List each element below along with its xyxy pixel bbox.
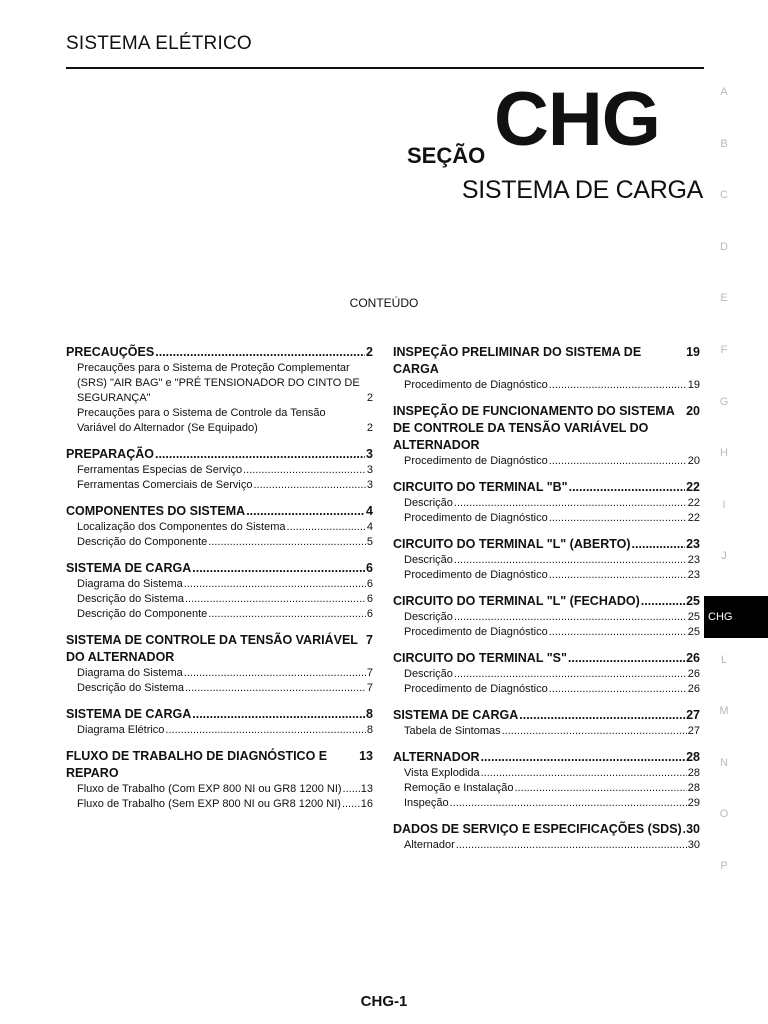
toc-entry-page: 19 (687, 379, 700, 391)
dot-leader (683, 821, 685, 838)
toc-section-page: 22 (686, 480, 700, 494)
dot-leader (549, 625, 687, 640)
toc-entry[interactable] (66, 577, 373, 592)
toc-entry[interactable] (66, 535, 373, 550)
dot-leader (184, 666, 366, 681)
toc-entry-title: Descrição (404, 611, 453, 623)
toc-entry-page: 8 (366, 724, 373, 736)
section-tab[interactable]: D (720, 240, 728, 253)
toc-section (393, 707, 700, 739)
dot-leader (155, 344, 365, 361)
section-tab[interactable]: E (720, 292, 728, 305)
dot-leader (287, 520, 366, 535)
toc-entry[interactable] (393, 378, 700, 393)
toc-section-page: 20 (686, 404, 700, 418)
toc-section (393, 536, 700, 583)
toc-section-heading[interactable] (393, 821, 700, 838)
dot-leader (454, 496, 687, 511)
page-number: CHG-1 (360, 993, 408, 1010)
contents-heading: CONTEÚDO (349, 296, 419, 310)
dot-leader (568, 650, 685, 667)
section-tab[interactable]: M (719, 705, 729, 718)
toc-section-heading[interactable] (66, 748, 373, 782)
toc-entry-title: Ferramentas Comerciais de Serviço (77, 479, 253, 491)
toc-section-title: SISTEMA DE CONTROLE DA TENSÃO VARIÁVEL DO ALTERNADOR (66, 633, 358, 664)
dot-leader (342, 797, 360, 812)
dot-leader (549, 454, 687, 469)
toc-entry-title: Localização dos Componentes do Sistema (77, 521, 286, 533)
dot-leader (569, 479, 686, 496)
toc-entry-page: 6 (366, 593, 373, 605)
toc-entry-title: Vista Explodida (404, 767, 480, 779)
dot-leader (549, 568, 687, 583)
dot-leader (343, 782, 360, 797)
toc-entry-page: 25 (687, 611, 700, 623)
dot-leader (549, 511, 687, 526)
section-tab[interactable]: A (720, 86, 728, 98)
toc-section (393, 650, 700, 697)
toc-entry-page: 3 (366, 464, 373, 476)
toc-entry[interactable] (393, 553, 700, 568)
toc-entry-page: 6 (366, 578, 373, 590)
section-tab[interactable]: C (720, 189, 728, 202)
dot-leader (155, 446, 365, 463)
toc-entry-title: Precauções para o Sistema de Controle da Tensão Variável do Alternador (Se Equipado) (77, 407, 326, 434)
toc-section-heading[interactable] (393, 536, 700, 553)
toc-entry[interactable] (66, 607, 373, 622)
toc-section-title: SISTEMA DE CARGA (393, 708, 519, 722)
section-label: SEÇÃO (407, 143, 486, 168)
toc-entry[interactable] (393, 454, 700, 469)
section-tab[interactable]: H (720, 447, 728, 460)
toc-section-heading[interactable] (393, 479, 700, 496)
toc-section-title: INSPEÇÃO DE FUNCIONAMENTO DO SISTEMA DE CONTROLE DA TENSÃO VARIÁVEL DO ALTERNADOR (393, 404, 675, 452)
dot-leader (208, 535, 366, 550)
dot-leader (184, 577, 366, 592)
toc-section-heading[interactable] (393, 403, 700, 454)
toc-entry[interactable] (393, 610, 700, 625)
toc-section-page: 2 (366, 345, 373, 359)
section-tab[interactable]: P (720, 860, 728, 872)
toc-section (66, 446, 373, 493)
toc-entry-page: 3 (366, 479, 373, 491)
toc-section (393, 749, 700, 811)
toc-entry-title: Diagrama Elétrico (77, 724, 165, 736)
toc-entry-page: 13 (360, 783, 373, 795)
dot-leader (632, 536, 686, 553)
toc-section-page: 8 (366, 707, 373, 721)
toc-section-heading[interactable] (393, 707, 700, 724)
toc-section-title: INSPEÇÃO PRELIMINAR DO SISTEMA DE CARGA (393, 345, 642, 376)
toc-section (66, 632, 373, 696)
toc-entry-title: Tabela de Sintomas (404, 725, 501, 737)
dot-leader (519, 707, 685, 724)
dot-leader (208, 607, 366, 622)
toc-entry-title: Procedimento de Diagnóstico (404, 683, 548, 695)
toc-entry[interactable] (393, 781, 700, 796)
dot-leader (549, 682, 687, 697)
dot-leader (253, 478, 365, 493)
section-tab[interactable]: G (719, 395, 729, 408)
toc-entry[interactable] (66, 723, 373, 738)
toc-entry[interactable] (393, 838, 700, 853)
toc-entry[interactable] (393, 568, 700, 583)
toc-entry[interactable] (66, 520, 373, 535)
toc-section-title: SISTEMA DE CARGA (66, 561, 192, 575)
toc-entry[interactable] (66, 406, 373, 436)
toc-section-heading[interactable] (393, 593, 700, 610)
toc-entry[interactable] (393, 511, 700, 526)
toc-entry-page: 6 (366, 608, 373, 620)
toc-entry-title: Descrição (404, 554, 453, 566)
toc-entry[interactable] (393, 496, 700, 511)
toc-section-title: PREPARAÇÃO (66, 447, 154, 461)
toc-section-title: CIRCUITO DO TERMINAL "S" (393, 651, 567, 665)
section-tab[interactable]: N (720, 756, 728, 769)
toc-entry[interactable] (66, 361, 373, 406)
toc-section (66, 706, 373, 738)
toc-entry-title: Procedimento de Diagnóstico (404, 379, 548, 391)
dot-leader (243, 463, 366, 478)
section-tab[interactable]: B (720, 137, 728, 150)
toc-entry[interactable] (393, 766, 700, 781)
toc-section-page: 23 (686, 537, 700, 551)
toc-entry-title: Diagrama do Sistema (77, 578, 183, 590)
toc-section-heading[interactable] (66, 503, 373, 520)
toc-entry-page: 28 (687, 767, 700, 779)
header-divider (66, 67, 704, 69)
toc-entry-page: 23 (687, 569, 700, 581)
toc-entry-page: 16 (360, 798, 373, 810)
toc-section-page: 13 (359, 749, 373, 763)
section-tab-active[interactable]: CHG (704, 596, 768, 638)
toc-section-title: DADOS DE SERVIÇO E ESPECIFICAÇÕES (SDS) (393, 822, 682, 836)
dot-leader (450, 796, 687, 811)
toc-entry-title: Precauções para o Sistema de Proteção Complementar (SRS) "AIR BAG" e "PRÉ TENSIONADOR DO CINTO DE SEGURANÇA" (77, 362, 360, 404)
toc-section (66, 560, 373, 622)
toc-section (66, 503, 373, 550)
toc-entry-title: Descrição do Componente (77, 608, 208, 620)
dot-leader (549, 378, 687, 393)
toc-entry-title: Diagrama do Sistema (77, 667, 183, 679)
toc-section-heading[interactable] (66, 706, 373, 723)
toc-left-column (66, 344, 373, 822)
toc-section (393, 593, 700, 640)
toc-section-page: 25 (686, 594, 700, 608)
toc-section-page: 7 (366, 633, 373, 647)
dot-leader (502, 724, 687, 739)
dot-leader (165, 723, 365, 738)
toc-section (393, 479, 700, 526)
dot-leader (185, 592, 366, 607)
dot-leader (514, 781, 686, 796)
toc-entry[interactable] (393, 682, 700, 697)
dot-leader (192, 706, 365, 723)
toc-entry-title: Procedimento de Diagnóstico (404, 626, 548, 638)
toc-section-heading[interactable] (66, 560, 373, 577)
section-tab[interactable]: J (721, 550, 727, 563)
toc-entry[interactable] (66, 478, 373, 493)
toc-entry-page: 27 (687, 725, 700, 737)
dot-leader (454, 553, 687, 568)
toc-entry-page: 2 (366, 422, 373, 434)
toc-entry-page: 25 (687, 626, 700, 638)
section-code: CHG (494, 77, 660, 162)
dot-leader (481, 766, 687, 781)
toc-section-heading[interactable] (393, 650, 700, 667)
toc-entry-title: Descrição do Componente (77, 536, 208, 548)
section-tab[interactable]: F (720, 344, 728, 356)
toc-section-title: CIRCUITO DO TERMINAL "B" (393, 480, 568, 494)
toc-entry[interactable] (393, 724, 700, 739)
toc-section (66, 748, 373, 812)
toc-entry-page: 29 (687, 797, 700, 809)
section-tab[interactable]: I (722, 498, 726, 511)
toc-section-title: CIRCUITO DO TERMINAL "L" (ABERTO) (393, 537, 631, 551)
toc-section-page: 19 (686, 345, 700, 359)
toc-entry-page: 30 (687, 839, 700, 851)
toc-entry[interactable] (66, 681, 373, 696)
toc-entry-title: Descrição do Sistema (77, 593, 184, 605)
toc-entry-page: 4 (366, 521, 373, 533)
toc-entry-page: 7 (366, 682, 373, 694)
toc-section-page: 27 (686, 708, 700, 722)
toc-entry[interactable] (393, 667, 700, 682)
toc-right-column (393, 344, 700, 863)
toc-entry[interactable] (393, 796, 700, 811)
toc-entry-title: Alternador (404, 839, 455, 851)
dot-leader (185, 681, 366, 696)
dot-leader (454, 610, 687, 625)
dot-leader (246, 503, 365, 520)
toc-section-page: 6 (366, 561, 373, 575)
toc-section-title: PRECAUÇÕES (66, 345, 155, 359)
toc-entry[interactable] (393, 625, 700, 640)
toc-section (393, 344, 700, 393)
toc-entry-page: 7 (366, 667, 373, 679)
toc-section-heading[interactable] (66, 446, 373, 463)
toc-entry-page: 5 (366, 536, 373, 548)
toc-entry-title: Fluxo de Trabalho (Com EXP 800 NI ou GR8 1200 NI) (77, 783, 342, 795)
dot-leader (456, 838, 687, 853)
manual-header-title: SISTEMA ELÉTRICO (66, 33, 252, 54)
dot-leader (192, 560, 365, 577)
section-tab[interactable]: O (719, 808, 729, 821)
toc-section-title: CIRCUITO DO TERMINAL "L" (FECHADO) (393, 594, 640, 608)
dot-leader (481, 749, 686, 766)
toc-entry-title: Descrição (404, 668, 453, 680)
toc-section-title: FLUXO DE TRABALHO DE DIAGNÓSTICO E REPARO (66, 749, 328, 780)
toc-section-page: 30 (686, 822, 700, 836)
toc-section-page: 3 (366, 447, 373, 461)
toc-section-title: ALTERNADOR (393, 750, 480, 764)
toc-section-title: COMPONENTES DO SISTEMA (66, 504, 246, 518)
toc-entry-title: Descrição (404, 497, 453, 509)
toc-section (66, 344, 373, 436)
toc-section-page: 4 (366, 504, 373, 518)
toc-entry-title: Procedimento de Diagnóstico (404, 512, 548, 524)
toc-entry-page: 26 (687, 683, 700, 695)
toc-entry[interactable] (66, 592, 373, 607)
toc-entry[interactable] (66, 666, 373, 681)
toc-entry-title: Ferramentas Especias de Serviço (77, 464, 243, 476)
toc-entry-title: Inspeção (404, 797, 449, 809)
dot-leader (454, 667, 687, 682)
toc-entry-page: 20 (687, 455, 700, 467)
dot-leader (641, 593, 685, 610)
toc-entry-page: 2 (366, 392, 373, 404)
toc-entry-page: 26 (687, 668, 700, 680)
toc-section-heading[interactable] (66, 344, 373, 361)
toc-entry-title: Remoção e Instalação (404, 782, 514, 794)
section-title: SISTEMA DE CARGA (461, 176, 703, 204)
toc-section (393, 403, 700, 469)
toc-entry[interactable] (66, 797, 373, 812)
toc-entry-page: 28 (687, 782, 700, 794)
toc-entry[interactable] (66, 463, 373, 478)
toc-section-heading[interactable] (393, 749, 700, 766)
toc-section-heading[interactable] (393, 344, 700, 378)
toc-entry-title: Procedimento de Diagnóstico (404, 569, 548, 581)
toc-section-page: 26 (686, 651, 700, 665)
toc-entry-page: 22 (687, 497, 700, 509)
toc-entry-page: 23 (687, 554, 700, 566)
toc-section-title: SISTEMA DE CARGA (66, 707, 192, 721)
toc-section (393, 821, 700, 853)
toc-entry[interactable] (66, 782, 373, 797)
toc-section-page: 28 (686, 750, 700, 764)
toc-section-heading[interactable] (66, 632, 373, 666)
section-tab[interactable]: L (720, 653, 728, 666)
toc-entry-title: Descrição do Sistema (77, 682, 184, 694)
toc-entry-title: Procedimento de Diagnóstico (404, 455, 548, 467)
toc-entry-page: 22 (687, 512, 700, 524)
toc-entry-title: Fluxo de Trabalho (Sem EXP 800 NI ou GR8 1200 NI) (77, 798, 341, 810)
